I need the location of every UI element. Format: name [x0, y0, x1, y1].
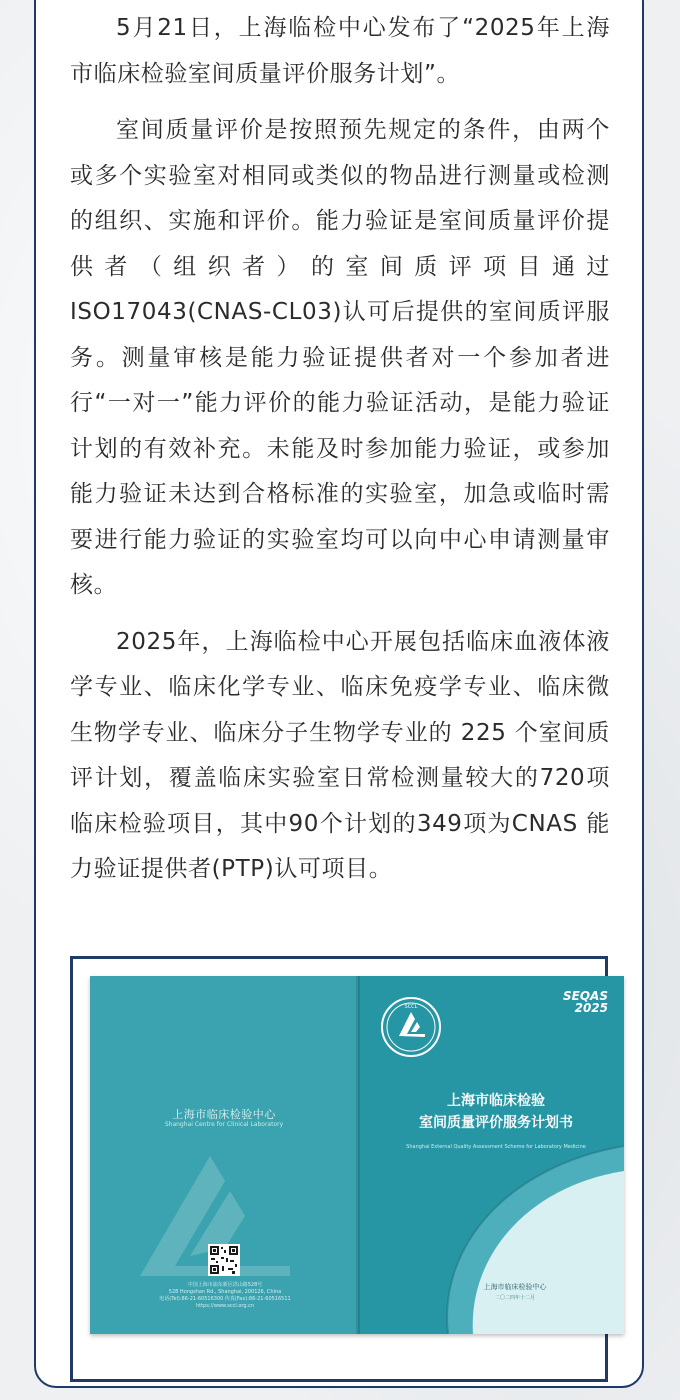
qr-code-icon	[208, 1244, 240, 1276]
address-line: https://www.sccl.org.cn	[195, 1303, 255, 1309]
title-line: 室间质量评价服务计划书	[419, 1115, 573, 1131]
paragraph-2: 室间质量评价是按照预先规定的条件，由两个或多个实验室对相同或类似的物品进行测量或检测的组织、实施和评价。能力验证是室间质量评价提供者（组织者）的室间质评项目通过ISO17043(CNAS-CL03)认可后提供的室间质评服务。测量审核是能力验证提供者对一个参加者进行“一对一”能力评价的能力验证活动，是能力验证计划的有效补充。未能及时参加能力验证，或参加能力验证未达到合格标准的实验室，加急或临时需要进行能力验证的实验室均可以向中心申请测量审核。	[70, 117, 610, 598]
back-address	[150, 1282, 300, 1310]
logo-text: SCCL	[404, 1004, 418, 1010]
badge-line: SEQAS	[563, 989, 608, 1003]
brochure-image	[90, 976, 624, 1334]
address-line: 528 Hongshan Rd., Shanghai, 200126, China	[168, 1289, 282, 1295]
back-title: 上海市临床检验中心	[172, 1108, 276, 1121]
paragraph-1: 5月21日，上海临检中心发布了“2025年上海市临床检验室间质量评价服务计划”。	[70, 15, 610, 87]
title-line: 上海市临床检验	[447, 1093, 545, 1109]
address-line: 电话(Tel):86-21-60516300 传真(Fax):86-21-60516511	[159, 1296, 291, 1302]
brochure-title-english: Shanghai External Quality Assessment Scheme for Laboratory Medicine	[406, 1144, 586, 1150]
address-line: 中国上海市浦东新区洪山路528号	[187, 1282, 263, 1288]
badge-year: 2025	[574, 1001, 608, 1015]
publisher-name: 上海市临床检验中心	[483, 1283, 547, 1291]
paragraph-3: 2025年，上海临检中心开展包括临床血液体液学专业、临床化学专业、临床免疫学专业、临床微生物学专业、临床分子生物学专业的 225 个室间质评计划，覆盖临床实验室日常检测量较大的720项临床检验项目，其中90个计划的349项为CNAS 能力验证提供者(PTP)认可项目。	[70, 628, 610, 882]
article-body	[70, 6, 610, 904]
seqas-badge	[563, 990, 608, 1014]
sccl-logo-icon	[380, 996, 442, 1058]
back-title-english: Shanghai Centre for Clinical Laboratory	[164, 1121, 284, 1128]
decorative-arc	[358, 1126, 624, 1334]
publisher-date: 二〇二四年十二月	[494, 1295, 535, 1301]
brochure-title	[368, 1090, 624, 1134]
